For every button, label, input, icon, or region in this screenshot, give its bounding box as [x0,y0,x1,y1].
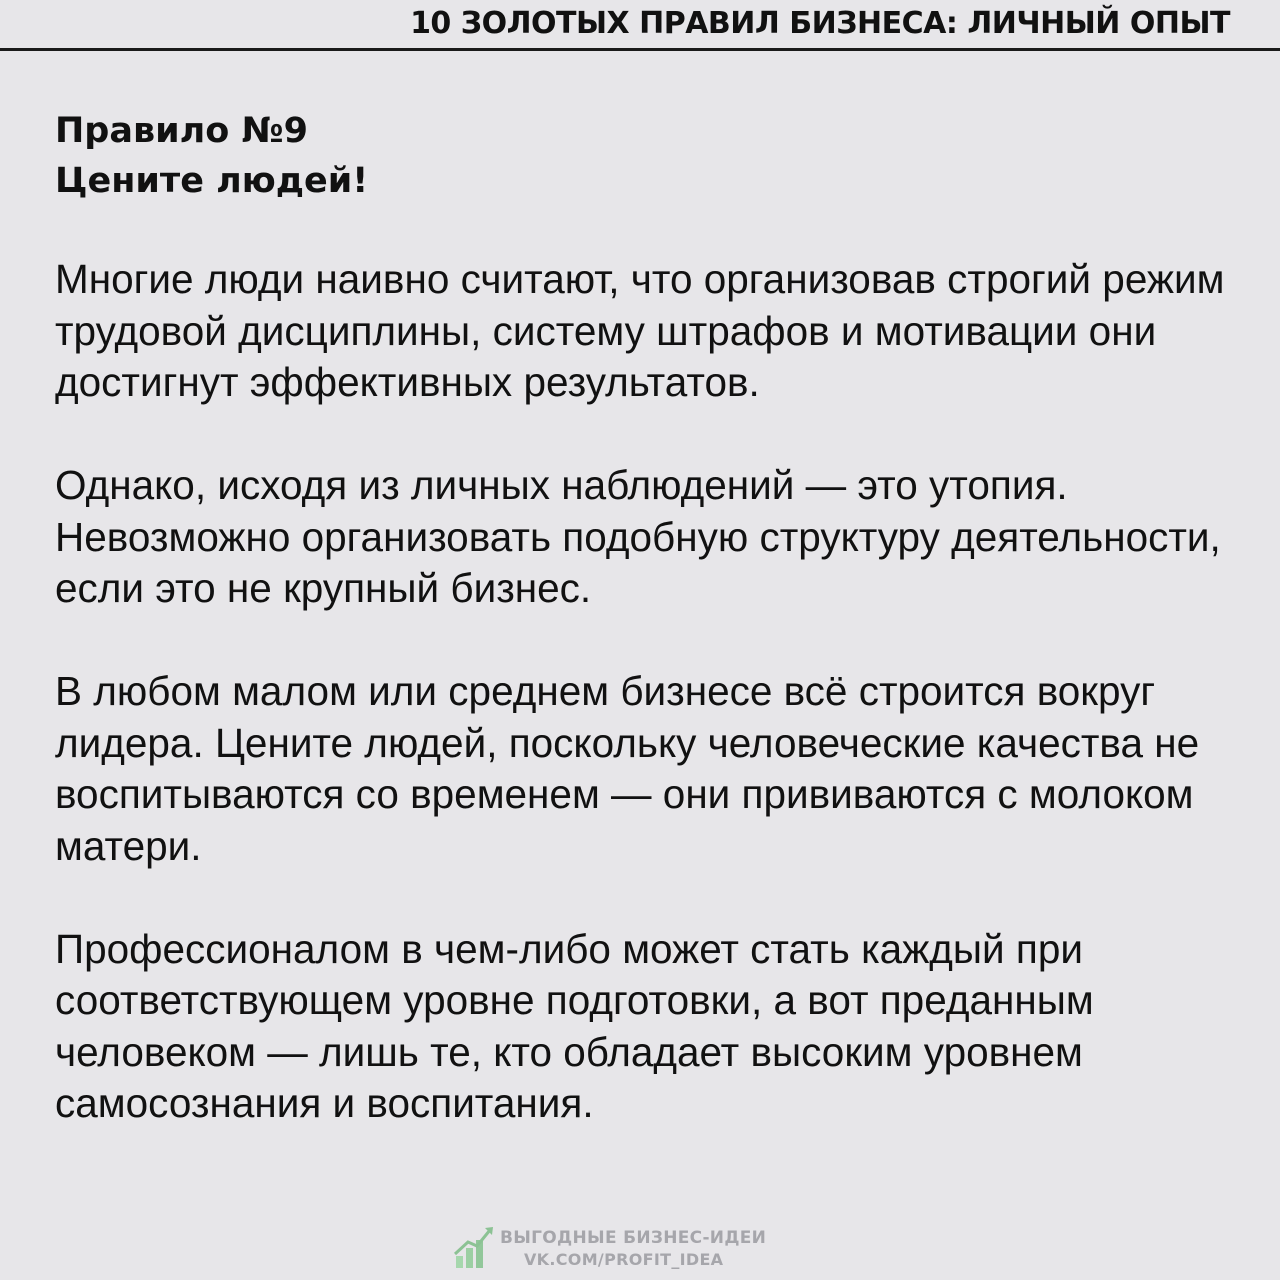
header-divider [0,48,1280,51]
paragraph-3: В любом малом или среднем бизнесе всё строится вокруг лидера. Цените людей, поскольку человеческие качества не воспитываются со временем — они прививаются с молоком матери. [55,668,1200,869]
paragraph-2: Однако, исходя из личных наблюдений — это утопия. Невозможно организовать подобную структуру деятельности, если это не крупный бизнес. [55,462,1221,611]
footer-brand-link: VK.COM/PROFIT_IDEA [524,1250,724,1269]
growth-chart-icon [452,1224,496,1270]
rule-heading: Цените людей! [55,161,369,201]
footer-watermark [452,1224,792,1272]
body-text [55,254,1235,1181]
footer-brand-name: ВЫГОДНЫЕ БИЗНЕС-ИДЕИ [500,1228,767,1248]
rule-number: Правило №9 [55,111,308,151]
paragraph-1: Многие люди наивно считают, что организовав строгий режим трудовой дисциплины, систему штрафов и мотивации они достигнут эффективных результатов. [55,256,1225,405]
paragraph-4: Профессионалом в чем-либо может стать каждый при соответствующем уровне подготовки, а вот преданным человеком — лишь те, кто обладает высоким уровнем самосознания и воспитания. [55,925,1094,1126]
page-header-title: 10 ЗОЛОТЫХ ПРАВИЛ БИЗНЕСА: ЛИЧНЫЙ ОПЫТ [410,6,1230,41]
